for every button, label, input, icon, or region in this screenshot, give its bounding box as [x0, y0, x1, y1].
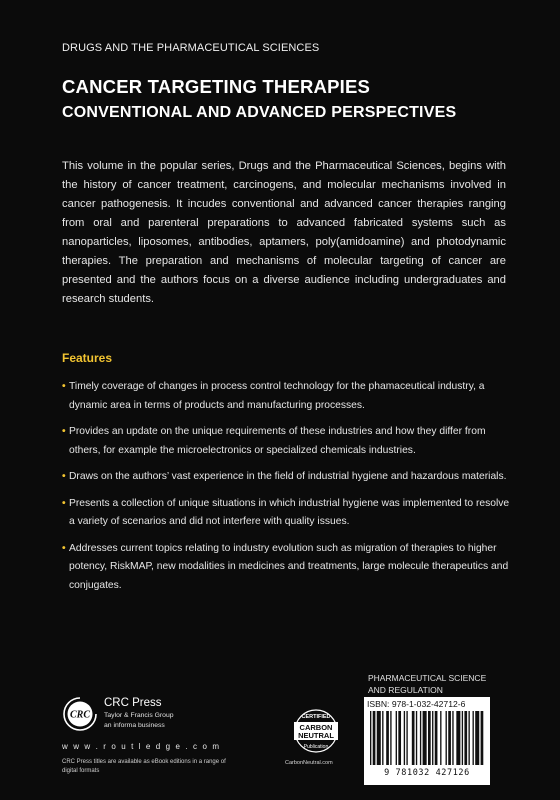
book-subtitle: CONVENTIONAL AND ADVANCED PERSPECTIVES: [62, 104, 457, 121]
book-description: This volume in the popular series, Drugs and the Pharmaceutical Sciences, begins with the history of cancer treatment, carcinogens, and molecular mechanisms involved in cancer pathogenesis. It incudes conventional and advanced cancer therapies ranging from oral and parenteral preparations to advanced fabricated systems such as nanoparticles, liposomes, antibodies, aptamers, poly(amidoamine) and photodynamic therapies. The preparation and mechanisms of molecular targeting of cancer are presented and the authors focus on a diverse audience including undergraduates and research students.: [62, 160, 506, 305]
ebook-note: CRC Press titles are available as eBook editions in a range of digital formats: [62, 759, 226, 774]
barcode-bar: [462, 711, 463, 765]
series-name: DRUGS AND THE PHARMACEUTICAL SCIENCES: [62, 42, 320, 54]
feature-text: Provides an update on the unique requirements of these industries and how they differ from others, for example the microelectronics or specialized chemicals industries.: [69, 426, 486, 456]
feature-text: Addresses current topics relating to industry evolution such as migration of therapies to higher potency, RiskMAP, new modalities in medicines and treatments, large molecule therapeutics and conjugates.: [69, 542, 509, 591]
carbon-line1: CARBON: [299, 723, 333, 732]
feature-text: Timely coverage of changes in process control technology for the phamaceutical industry, a dynamic area in terms of products and manufacturing processes.: [69, 381, 485, 411]
barcode-bar: [464, 711, 467, 765]
crc-logo-text: CRC: [69, 709, 91, 721]
barcode-bar: [446, 711, 447, 765]
barcode-bar: [468, 711, 469, 765]
features-list: [62, 378, 512, 603]
feature-item: [62, 540, 512, 596]
barcode-bar: [398, 711, 401, 765]
publisher-name: CRC Press: [104, 697, 162, 709]
barcode-box: [364, 697, 490, 785]
feature-item: [62, 378, 512, 415]
carbon-certified: CERTIFIED: [301, 714, 331, 720]
carbon-neutral-icon: [288, 705, 344, 761]
barcode-bar: [416, 711, 417, 765]
feature-text: Draws on the authors’ vast experience in the field of industrial hygiene and hazardous materials.: [69, 471, 507, 482]
subject-category: PHARMACEUTICAL SCIENCE AND REGULATION: [368, 673, 487, 695]
publisher-informa: an informa business: [104, 722, 165, 729]
isbn-label: ISBN: 978-1-032-42712-6: [367, 699, 466, 709]
feature-text: Presents a collection of unique situations in which industrial hygiene was implemented to resolve a variety of scenarios and did not interfere with quality issues.: [69, 497, 510, 527]
feature-item: [62, 495, 512, 532]
barcode-bar: [406, 711, 407, 765]
barcode-icon: [370, 711, 486, 765]
carbon-line2: NEUTRAL: [298, 731, 334, 740]
carbon-url[interactable]: CarbonNeutral.com: [285, 760, 333, 766]
barcode-bar: [404, 711, 405, 765]
barcode-bar: [412, 711, 415, 765]
barcode-bar: [396, 711, 397, 765]
barcode-bar: [452, 711, 453, 765]
barcode-bar: [370, 711, 371, 765]
barcode-bar: [435, 711, 438, 765]
barcode-bar: [382, 711, 383, 765]
barcode-bar: [373, 711, 376, 765]
bullet-icon: •: [62, 497, 66, 509]
barcode-number: 9 781032 427126: [384, 768, 470, 778]
barcode-bar: [423, 711, 427, 765]
feature-item: [62, 468, 512, 487]
publisher-url[interactable]: w w w . r o u t l e d g e . c o m: [62, 742, 221, 751]
barcode-bar: [420, 711, 421, 765]
bullet-icon: •: [62, 381, 66, 392]
barcode-bar: [481, 711, 484, 765]
publisher-group: Taylor & Francis Group: [104, 712, 174, 719]
barcode-bar: [386, 711, 389, 765]
barcode-bar: [428, 711, 431, 765]
barcode-bar: [448, 711, 451, 765]
barcode-bar: [432, 711, 433, 765]
barcode-bar: [377, 711, 381, 765]
bullet-icon: •: [62, 542, 66, 554]
book-title: CANCER TARGETING THERAPIES: [62, 76, 371, 97]
features-heading: Features: [62, 351, 113, 365]
barcode-bar: [475, 711, 479, 765]
barcode-bar: [390, 711, 391, 765]
bullet-icon: •: [62, 471, 66, 482]
carbon-publication: Publication: [303, 744, 329, 750]
bullet-icon: •: [62, 426, 66, 437]
feature-item: [62, 423, 512, 460]
barcode-bar: [440, 711, 441, 765]
barcode-bar: [456, 711, 460, 765]
crc-press-logo-icon: [62, 696, 98, 732]
barcode-bar: [473, 711, 474, 765]
